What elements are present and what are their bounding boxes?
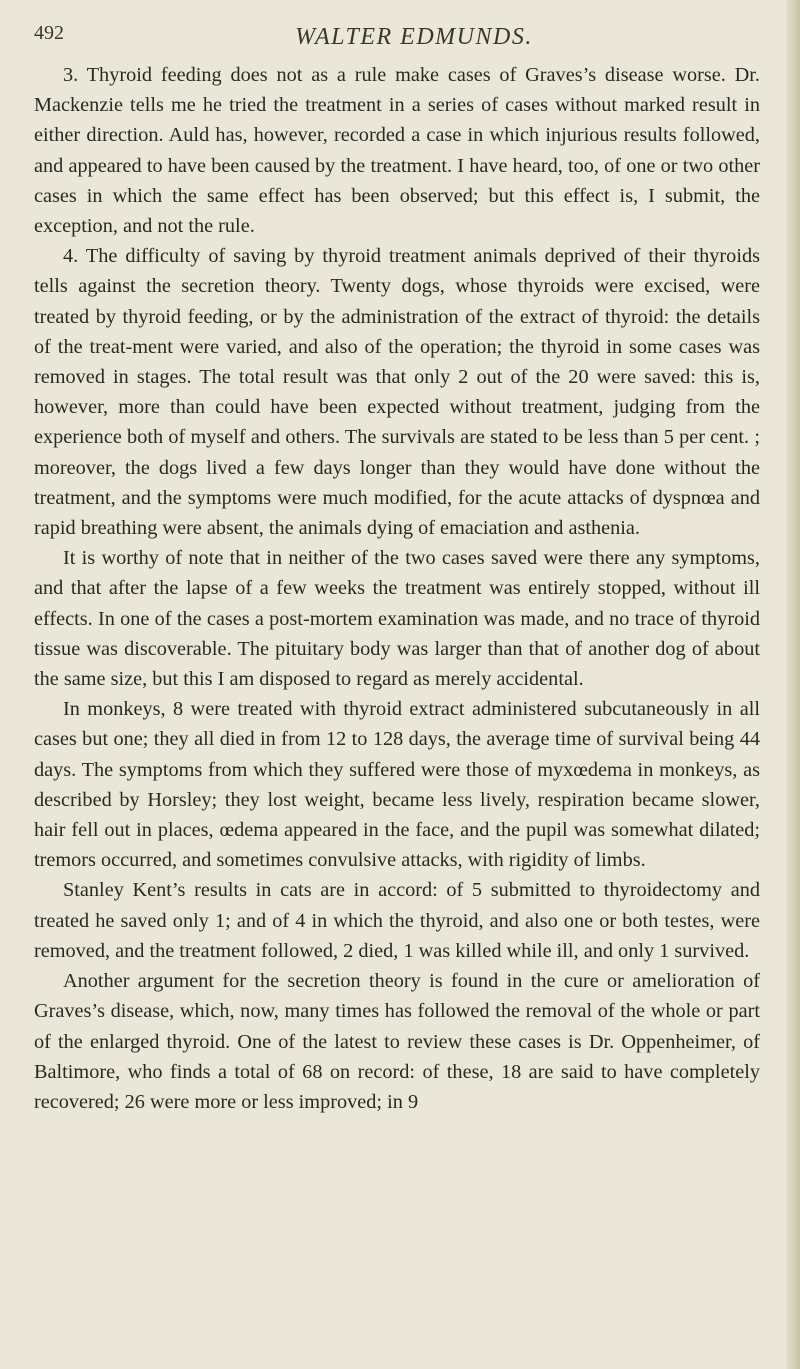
page-edge-shadow [786,0,800,1369]
body-text [34,60,760,1117]
page-header [34,22,754,62]
running-title: WALTER EDMUNDS. [295,24,533,50]
paragraph-difficulty-of-saving: 4. The difficulty of saving by thyroid treatment animals deprived of their thyroids tells against the secretion theory. Twenty dogs, whose thyroids were excised, were treated by thyroid feeding, or by the administration of the extract of thyroid: the details of the treat-ment were varied, and also of the operation; the thyroid in some cases was removed in stages. The total result was that only 2 out of the 20 were saved: this is, however, more than could have been expected without treatment, judging from the experience both of myself and others. The survivals are stated to be less than 5 per cent. ; moreover, the dogs lived a few days longer than they would have done without the treatment, and the symptoms were much modified, for the acute attacks of dyspnœa and rapid breathing were absent, the animals dying of emaciation and asthenia. [34,245,760,540]
paragraph-thyroid-feeding: 3. Thyroid feeding does not as a rule make cases of Graves’s disease worse. Dr. Mackenzie tells me he tried the treatment in a series of cases without marked result in either direction. Auld has, however, recorded a case in which injurious results followed, and appeared to have been caused by the treatment. I have heard, too, of one or two other cases in which the same effect has been observed; but this effect is, I submit, the exception, and not the rule. [34,64,760,238]
paragraph-monkeys: In monkeys, 8 were treated with thyroid extract administered subcutaneously in all cases but one; they all died in from 12 to 128 days, the average time of survival being 44 days. The symptoms from which they suffered were those of myxœdema in monkeys, as described by Horsley; they lost weight, became less lively, respiration became slower, hair fell out in places, œdema appeared in the face, and the pupil was somewhat dilated; tremors occurred, and sometimes convulsive attacks, with rigidity of limbs. [34,698,760,872]
paragraph-another-argument: Another argument for the secretion theory is found in the cure or amelioration of Graves’s disease, which, now, many times has followed the removal of the whole or part of the enlarged thyroid. One of the latest to review these cases is Dr. Oppenheimer, of Baltimore, who finds a total of 68 on record: of these, 18 are said to have completely recovered; 26 were more or less improved; in 9 [34,970,760,1113]
paragraph-worthy-of-note: It is worthy of note that in neither of the two cases saved were there any symptoms, and that after the lapse of a few weeks the treatment was entirely stopped, without ill effects. In one of the cases a post-mortem examination was made, and no trace of thyroid tissue was discoverable. The pituitary body was larger than that of another dog of about the same size, but this I am disposed to regard as merely accidental. [34,547,760,691]
paragraph-stanley-kent: Stanley Kent’s results in cats are in accord: of 5 submitted to thyroidectomy and treated he saved only 1; and of 4 in which the thyroid, and also one or both testes, were removed, and the treatment followed, 2 died, 1 was killed while ill, and only 1 survived. [34,879,760,962]
page-number: 492 [34,22,64,44]
